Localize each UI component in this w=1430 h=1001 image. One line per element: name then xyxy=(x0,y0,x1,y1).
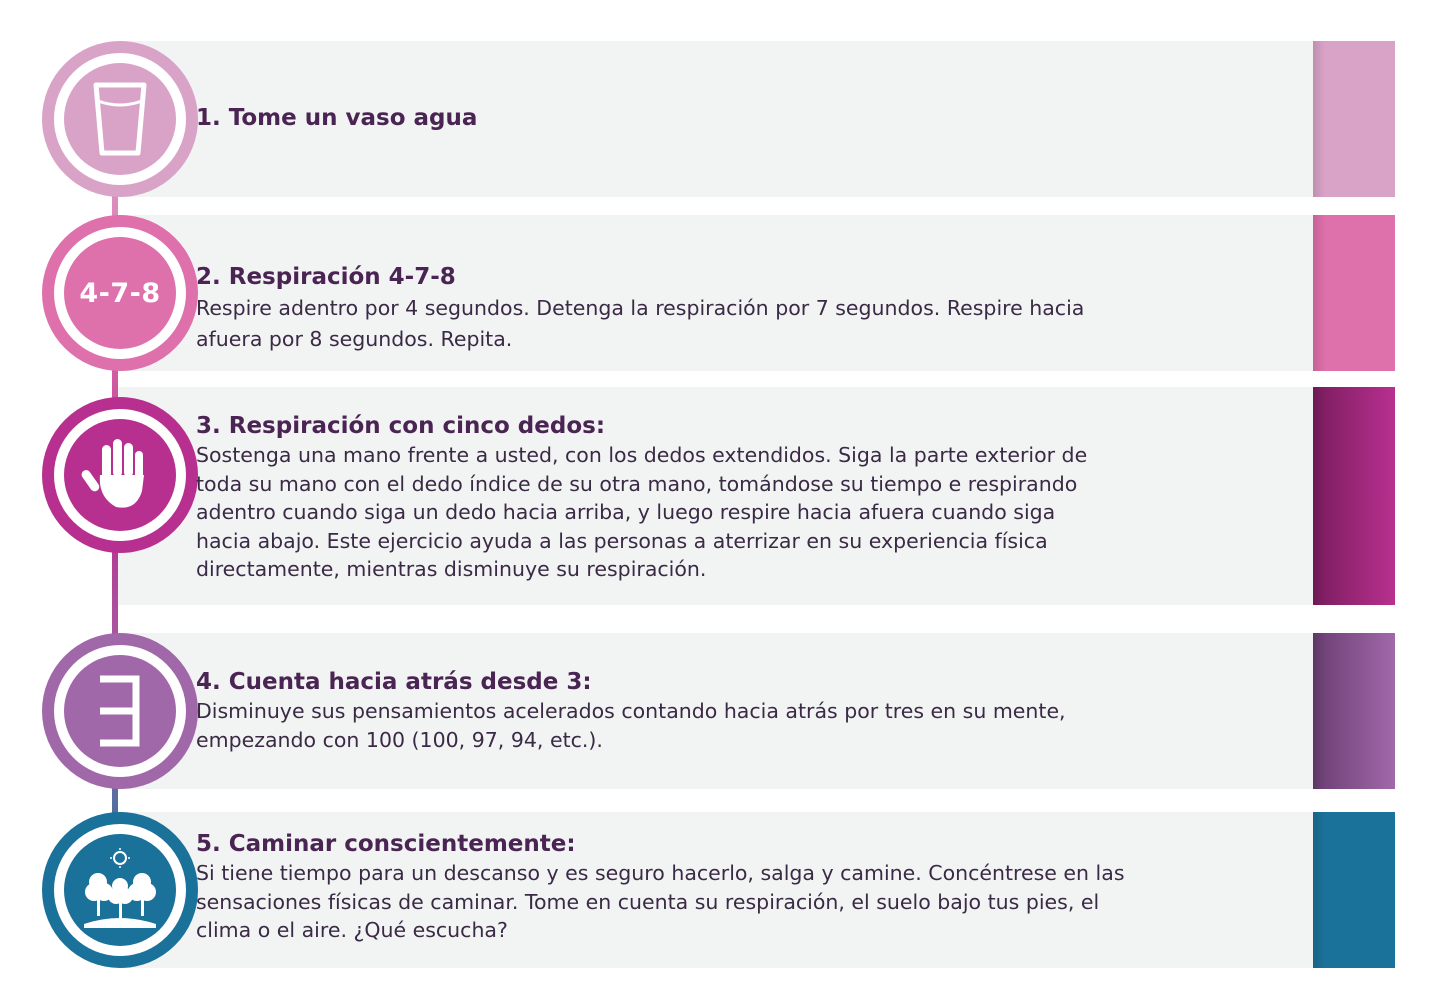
step-5-body-line-3: clima o el aire. ¿Qué escucha? xyxy=(196,918,508,942)
hand-icon xyxy=(80,435,160,515)
step-1 xyxy=(42,41,1395,197)
breathing-478-icon: 4-7-8 xyxy=(79,277,161,309)
step-5-badge xyxy=(42,812,198,968)
step-3-title: 3. Respiración con cinco dedos: xyxy=(196,413,606,439)
trees-sun-icon xyxy=(80,848,160,932)
step-1-accent-bar xyxy=(1313,41,1395,197)
step-5-body-line-1: Si tiene tiempo para un descanso y es seguro hacerlo, salga y camine. Concéntrese en las xyxy=(196,861,1125,885)
step-2-body-line-1: Respire adentro por 4 segundos. Detenga la respiración por 7 segundos. Respire hacia xyxy=(196,296,1085,320)
step-1-title: 1. Tome un vaso agua xyxy=(196,105,478,131)
step-3-accent-bar xyxy=(1313,387,1395,605)
step-3-body-line-4: hacia abajo. Este ejercicio ayuda a las personas a aterrizar en su experiencia física xyxy=(196,528,1048,553)
step-3-body-line-3: adentro cuando siga un dedo hacia arriba, y luego respire hacia afuera cuando siga xyxy=(196,500,1056,524)
step-4-title: 4. Cuenta hacia atrás desde 3: xyxy=(196,669,592,695)
step-3-body-line-2: toda su mano con el dedo índice de su otra mano, tomándose su tiempo e respirando xyxy=(196,471,1078,496)
step-4-body-line-2: empezando con 100 (100, 97, 94, etc.). xyxy=(196,727,603,752)
step-2-badge xyxy=(42,215,198,371)
step-2-accent-bar xyxy=(1313,215,1395,371)
step-3-badge xyxy=(42,397,198,553)
step-2-body-line-2: afuera por 8 segundos. Repita. xyxy=(196,326,513,351)
step-5 xyxy=(42,812,1395,968)
step-2-title: 2. Respiración 4-7-8 xyxy=(196,264,456,290)
step-4-accent-bar xyxy=(1313,633,1395,789)
step-5-body-line-2: sensaciones físicas de caminar. Tome en cuenta su respiración, el suelo bajo tus pies, el xyxy=(196,889,1100,914)
step-4 xyxy=(42,633,1395,789)
number-three-icon xyxy=(90,673,150,749)
step-4-body-line-1: Disminuye sus pensamientos acelerados contando hacia atrás por tres en su mente, xyxy=(196,699,1066,723)
step-2 xyxy=(42,215,1395,371)
step-1-badge xyxy=(42,41,198,197)
step-3-body-line-5: directamente, mientras disminuye su respiración. xyxy=(196,557,707,581)
step-3-body-line-1: Sostenga una mano frente a usted, con los dedos extendidos. Siga la parte exterior de xyxy=(196,443,1088,467)
step-5-title: 5. Caminar conscientemente: xyxy=(196,831,576,857)
step-3 xyxy=(42,387,1395,605)
glass-icon xyxy=(88,79,152,159)
step-4-badge xyxy=(42,633,198,789)
step-5-accent-bar xyxy=(1313,812,1395,968)
